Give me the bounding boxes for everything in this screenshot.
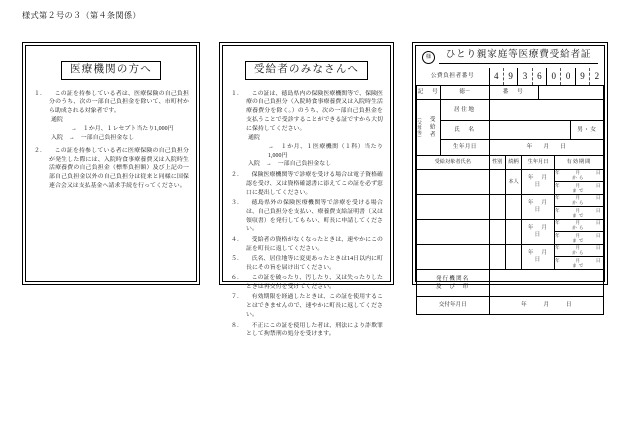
list-item-sub: → １か月、１レセプト当たり1,000円 <box>71 125 174 132</box>
cell-birth[interactable]: 年 月 日 <box>522 244 555 269</box>
panel-recipient-notice-inner <box>222 45 391 338</box>
cell-relation[interactable]: 本人 <box>505 170 521 195</box>
form-number: 様式第２号の３（第４条関係） <box>22 11 141 20</box>
table-row <box>417 194 604 219</box>
issuer-label-line2: 及 び 印 <box>435 283 470 290</box>
period-to[interactable]: 年 月 日 まで <box>555 182 610 194</box>
institution-notes-list <box>33 90 189 191</box>
birthdate-label: 生年月日 <box>441 140 489 156</box>
digit-cell[interactable]: 6 <box>532 68 546 85</box>
list-item <box>230 236 383 254</box>
issuer-label-cell <box>417 269 490 296</box>
list-item-body: 受給者の資格がなくなったときは、速やかにこの証を町長に返してください。 <box>246 236 383 252</box>
symbol-value[interactable]: 徳－ <box>441 86 489 100</box>
period-from[interactable]: 年 月 日 から <box>555 169 610 181</box>
cell-birth[interactable]: 年 月 日 <box>522 194 555 219</box>
number-label: 番 号 <box>489 86 538 100</box>
digit-cell[interactable]: 9 <box>575 68 589 85</box>
cell-name[interactable] <box>417 244 490 269</box>
cell-period[interactable] <box>554 194 610 219</box>
issue-date-value[interactable]: 年 月 日 <box>489 296 604 314</box>
cell-sex[interactable] <box>489 244 505 269</box>
panel-recipient-title-wrap <box>230 59 383 80</box>
list-item <box>230 274 383 292</box>
digit-cell[interactable]: 0 <box>546 68 560 85</box>
cell-period[interactable] <box>554 219 610 244</box>
list-item <box>33 90 189 143</box>
table-row-symbol-number <box>417 86 604 100</box>
cell-sex[interactable] <box>489 194 505 219</box>
list-item-body: この証を破ったり、汚したり、又は失ったりしたときは再交付を受けてください。 <box>246 275 383 291</box>
list-item-number: １． <box>34 90 46 97</box>
period-from[interactable]: 年 月 日 から <box>555 194 610 206</box>
certificate-title: ひとり親家庭等医療費受給者証 <box>439 50 598 64</box>
digit-cell[interactable]: 0 <box>560 68 574 85</box>
digit-cell[interactable]: 9 <box>503 68 517 85</box>
table-row-residence <box>417 100 604 121</box>
public-number-label-cell <box>417 68 490 86</box>
name-value[interactable] <box>489 121 571 140</box>
residence-value[interactable] <box>489 100 604 121</box>
list-item-number: １． <box>231 90 243 97</box>
list-item-number: ２． <box>231 171 243 178</box>
sex-selector[interactable]: 男・女 <box>571 121 604 140</box>
column-header-relation: 続柄 <box>505 156 521 170</box>
issuer-label <box>417 275 489 292</box>
list-item-body: この証を持参している者は、医療保険の自己負担分のうち、次の一部自己負担金を除いて、市町村から助成される対象者です。 <box>49 90 189 115</box>
cell-birth[interactable]: 年 月 日 <box>522 219 555 244</box>
column-header-birth: 生年月日 <box>522 156 555 170</box>
list-item-body: 徳島県外の保険医療機関等で診療を受ける場合は、自己負担分を支払い、療養費支給証明書（又は領収書）を発行してもらい、町長に申請してください。 <box>246 199 383 233</box>
cell-relation[interactable] <box>505 194 521 219</box>
column-header-sex: 性別 <box>489 156 505 170</box>
cell-name[interactable] <box>417 170 490 195</box>
table-row <box>417 170 604 195</box>
table-row-name <box>417 121 604 140</box>
recipient-notes-list <box>230 90 383 340</box>
panel-medical-institution-inner <box>25 45 197 282</box>
public-number-label: 公費負担者番号 <box>430 73 475 79</box>
issuer-value[interactable] <box>489 269 604 296</box>
cell-period[interactable] <box>554 169 610 195</box>
table-row-birthdate <box>417 140 604 156</box>
period-from[interactable]: 年 月 日 から <box>555 219 610 231</box>
birthdate-value[interactable]: 年 月 日 <box>489 140 604 156</box>
cell-name[interactable] <box>417 194 490 219</box>
certificate-title-row <box>416 46 604 68</box>
panel-recipient-title: 受給者のみなさんへ <box>245 61 368 80</box>
list-item <box>230 293 383 320</box>
panel-medical-institution <box>22 42 200 285</box>
list-item <box>230 171 383 198</box>
list-item <box>230 199 383 234</box>
public-number-digits-cell <box>489 68 604 86</box>
digit-cell[interactable]: 2 <box>589 68 603 85</box>
table-row-public-number <box>417 68 604 86</box>
period-to[interactable]: 年 月 日 まで <box>555 207 610 219</box>
column-header-period: 有効期間 <box>554 156 603 170</box>
list-item-sub: → １か月、１医療機関（１科）当たり1,000円 <box>268 143 383 159</box>
digit-cell[interactable]: 4 <box>493 71 499 81</box>
list-item <box>230 322 383 340</box>
seal-mark-icon: 様 <box>422 51 435 64</box>
list-item-number: ８． <box>231 322 243 329</box>
issuer-label-line1: 発行機関名 <box>435 275 470 282</box>
number-value[interactable] <box>538 86 603 100</box>
list-item-number: ６． <box>231 275 243 282</box>
list-item-body: 氏名、居住地等に変更あったときは14日以内に町長にその旨を届け出てください。 <box>246 256 383 271</box>
list-item-sub: 入院 → 一部自己負担金なし <box>51 134 135 141</box>
panel-certificate-card <box>412 42 610 308</box>
list-item <box>33 147 189 191</box>
list-item-number: ３． <box>231 199 243 206</box>
column-header-name: 受給対象者氏名 <box>417 156 490 170</box>
recipient-vertical-label-cell <box>417 100 441 156</box>
digit-cell[interactable]: 3 <box>517 68 531 85</box>
list-item-sub: 通院 <box>51 117 63 124</box>
list-item-body: この証は、徳島県内の保険医療機関等で、保険医療の自己負担分（入院時食事療養費又は入院時生活療養費分を除く。）のうち、次の一部自己負担金を支払うことで受診することができる証ですから大切に保持してください。 <box>246 90 383 132</box>
list-item-body: この証を持参している者に医療保険の自己負担分が発生した際には、入院時食事療養費又は入院時生活療養費の自己負担金（標準負担額）及び上記の一部自己負担金以外の自己負担分は従来と同様に国保連合会又は支払基金へ請求手続を行ってください。 <box>49 147 189 190</box>
table-row <box>417 244 604 269</box>
cell-sex[interactable] <box>489 170 505 195</box>
list-item-sub: 入院 → 一部自己負担金なし <box>248 161 332 168</box>
list-item-sub: 通院 <box>248 134 260 141</box>
panel-medical-institution-title: 医療機関の方へ <box>61 61 161 80</box>
period-to[interactable]: 年 月 日 まで <box>555 257 610 269</box>
period-from[interactable]: 年 月 日 から <box>555 244 610 256</box>
table-row <box>417 219 604 244</box>
list-item-number: ７． <box>231 294 243 301</box>
table-row-issue-date <box>417 296 604 314</box>
list-item <box>230 90 383 170</box>
residence-label: 居住地 <box>441 100 489 121</box>
list-item-body: 保険医療機関等で診療を受ける場合は電子資格確認を受け、又は資格確認書に添えてこの証を必ず窓口に提出してください。 <box>246 171 383 196</box>
panel-certificate-inner <box>415 45 610 308</box>
recipient-vertical-sub: （父母等） <box>417 114 423 141</box>
cell-period[interactable] <box>554 244 610 269</box>
certificate-table <box>416 68 610 315</box>
cell-birth[interactable]: 年 月 日 <box>522 170 555 195</box>
panel-recipient-notice <box>219 42 394 338</box>
cell-relation[interactable] <box>505 219 521 244</box>
list-item-body: 有効期限を経過したときは、この証を使用することはできませんので、速やかに町長に返してください。 <box>246 294 383 319</box>
cell-sex[interactable] <box>489 219 505 244</box>
recipient-vertical-stack <box>417 100 440 155</box>
table-row-issuer <box>417 269 604 296</box>
public-number-digit-grid <box>490 68 604 85</box>
list-item-body: 不正にこの証を使用した者は、刑法により詐欺罪として拘禁刑の処分を受けます。 <box>246 322 383 338</box>
recipient-vertical-label: 受給者 <box>428 116 435 139</box>
cell-relation[interactable] <box>505 244 521 269</box>
panel-medical-institution-title-wrap <box>33 59 189 80</box>
period-to[interactable]: 年 月 日 まで <box>555 232 610 244</box>
symbol-label: 記 号 <box>417 86 441 100</box>
list-item-number: ５． <box>231 256 243 263</box>
list-item-number: ４． <box>231 236 243 243</box>
issue-date-label: 交付年月日 <box>417 296 490 314</box>
table-row-header <box>417 156 604 170</box>
cell-name[interactable] <box>417 219 490 244</box>
name-label: 氏 名 <box>441 121 489 140</box>
list-item <box>230 255 383 273</box>
list-item-number: ２． <box>34 147 46 154</box>
